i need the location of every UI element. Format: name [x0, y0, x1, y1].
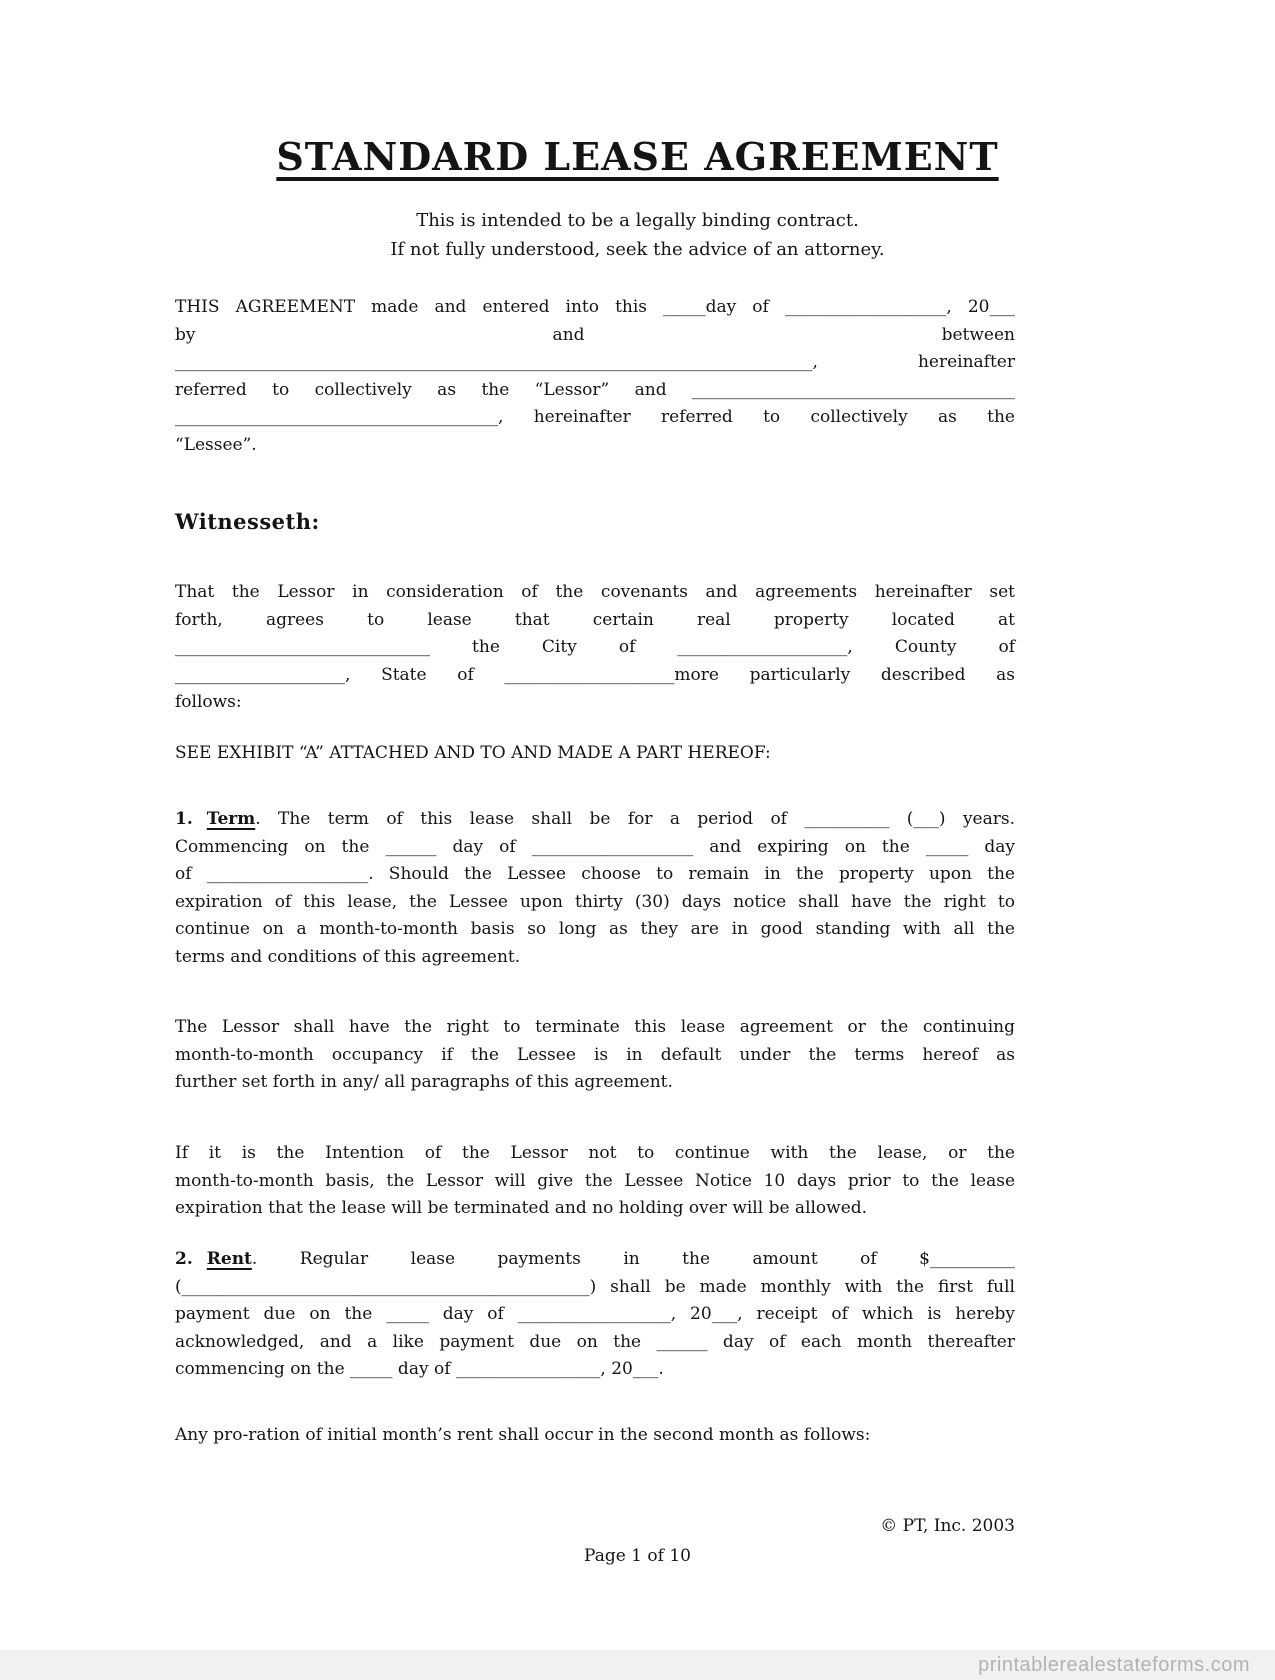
- section-label: Term: [206, 809, 256, 829]
- section-text: . The term of this lease shall be for a period of __________ (___) years.: [255, 809, 1015, 829]
- text-line: continue on a month-to-month basis so long as they are in good standing with all the: [175, 919, 1015, 939]
- text-line: commencing on the _____ day of _________________, 20___.: [175, 1359, 664, 1379]
- proration-paragraph: [175, 1422, 1015, 1450]
- text-line: referred to collectively as the “Lessor” and ______________________________________: [175, 379, 1015, 400]
- text-line: (________________________________________________) shall be made monthly with the first full: [175, 1276, 1015, 1297]
- text-line: ______________________________________, hereinafter referred to collectively as the: [175, 407, 1015, 427]
- page-number: Page 1 of 10: [584, 1546, 691, 1566]
- intention-paragraph: [175, 1140, 1015, 1223]
- text-line: SEE EXHIBIT “A” ATTACHED AND TO AND MADE A PART HEREOF:: [175, 743, 771, 763]
- section-number: 2.: [175, 1249, 193, 1269]
- text-line: of ___________________. Should the Lessee choose to remain in the property upon the: [175, 864, 1015, 884]
- text-line: That the Lessor in consideration of the covenants and agreements hereinafter set: [175, 582, 1015, 602]
- text-line: terms and conditions of this agreement.: [175, 946, 521, 967]
- section-number: 1.: [175, 809, 193, 829]
- subtitle-line: This is intended to be a legally binding contract.: [416, 210, 859, 231]
- section-label: Rent: [206, 1249, 252, 1269]
- text-line: month-to-month basis, the Lessor will give the Lessee Notice 10 days prior to the lease: [175, 1170, 1015, 1191]
- text-line: THIS AGREEMENT made and entered into this _____day of ___________________, 20___: [175, 297, 1015, 317]
- text-line: by and between: [175, 324, 1015, 345]
- text-line: expiration that the lease will be terminated and no holding over will be allowed.: [175, 1198, 868, 1218]
- document-title-text: STANDARD LEASE AGREEMENT: [276, 134, 999, 179]
- text-line: follows:: [175, 692, 242, 712]
- text-line: month-to-month occupancy if the Lessee is in default under the terms hereof as: [175, 1044, 1015, 1065]
- exhibit-line: [175, 740, 1015, 768]
- section-text: . Regular lease payments in the amount of $__________: [251, 1249, 1015, 1269]
- rent-section: [175, 1246, 1015, 1384]
- text-line: ______________________________ the City of ____________________, County of: [175, 637, 1015, 657]
- text-line: forth, agrees to lease that certain real property located at: [175, 609, 1015, 630]
- text-line: ____________________, State of ____________________more particularly described as: [175, 664, 1015, 685]
- watermark-bar: [0, 1650, 1275, 1680]
- intro-paragraph: [175, 294, 1015, 459]
- text-line: acknowledged, and a like payment due on the ______ day of each month thereafter: [175, 1331, 1015, 1352]
- witnesseth-heading: Witnesseth:: [175, 509, 320, 534]
- copyright-notice: © PT, Inc. 2003: [880, 1516, 1015, 1536]
- text-line: “Lessee”.: [175, 434, 257, 455]
- term-section: [175, 806, 1015, 971]
- text-line: payment due on the _____ day of __________________, 20___, receipt of which is hereby: [175, 1304, 1015, 1324]
- subtitle-line: If not fully understood, seek the advice of an attorney.: [390, 239, 885, 260]
- text-line: [175, 1246, 1015, 1274]
- text-line: The Lessor shall have the right to terminate this lease agreement or the continuing: [175, 1017, 1015, 1037]
- text-line: Any pro-ration of initial month’s rent shall occur in the second month as follows:: [175, 1425, 871, 1445]
- document-subtitle: [0, 206, 1275, 264]
- text-line: [175, 806, 1015, 834]
- text-line: If it is the Intention of the Lessor not to continue with the lease, or the: [175, 1143, 1015, 1163]
- text-line: ___________________________________________________________________________, hereinafter: [175, 352, 1015, 372]
- text-line: Commencing on the ______ day of ___________________ and expiring on the _____ day: [175, 836, 1015, 857]
- terminate-paragraph: [175, 1014, 1015, 1097]
- watermark-site-text: printablerealestateforms.com: [978, 1653, 1250, 1676]
- document-title: [0, 134, 1275, 179]
- witnesseth-paragraph: [175, 579, 1015, 717]
- text-line: expiration of this lease, the Lessee upon thirty (30) days notice shall have the right to: [175, 891, 1015, 912]
- text-line: further set forth in any/ all paragraphs of this agreement.: [175, 1072, 673, 1092]
